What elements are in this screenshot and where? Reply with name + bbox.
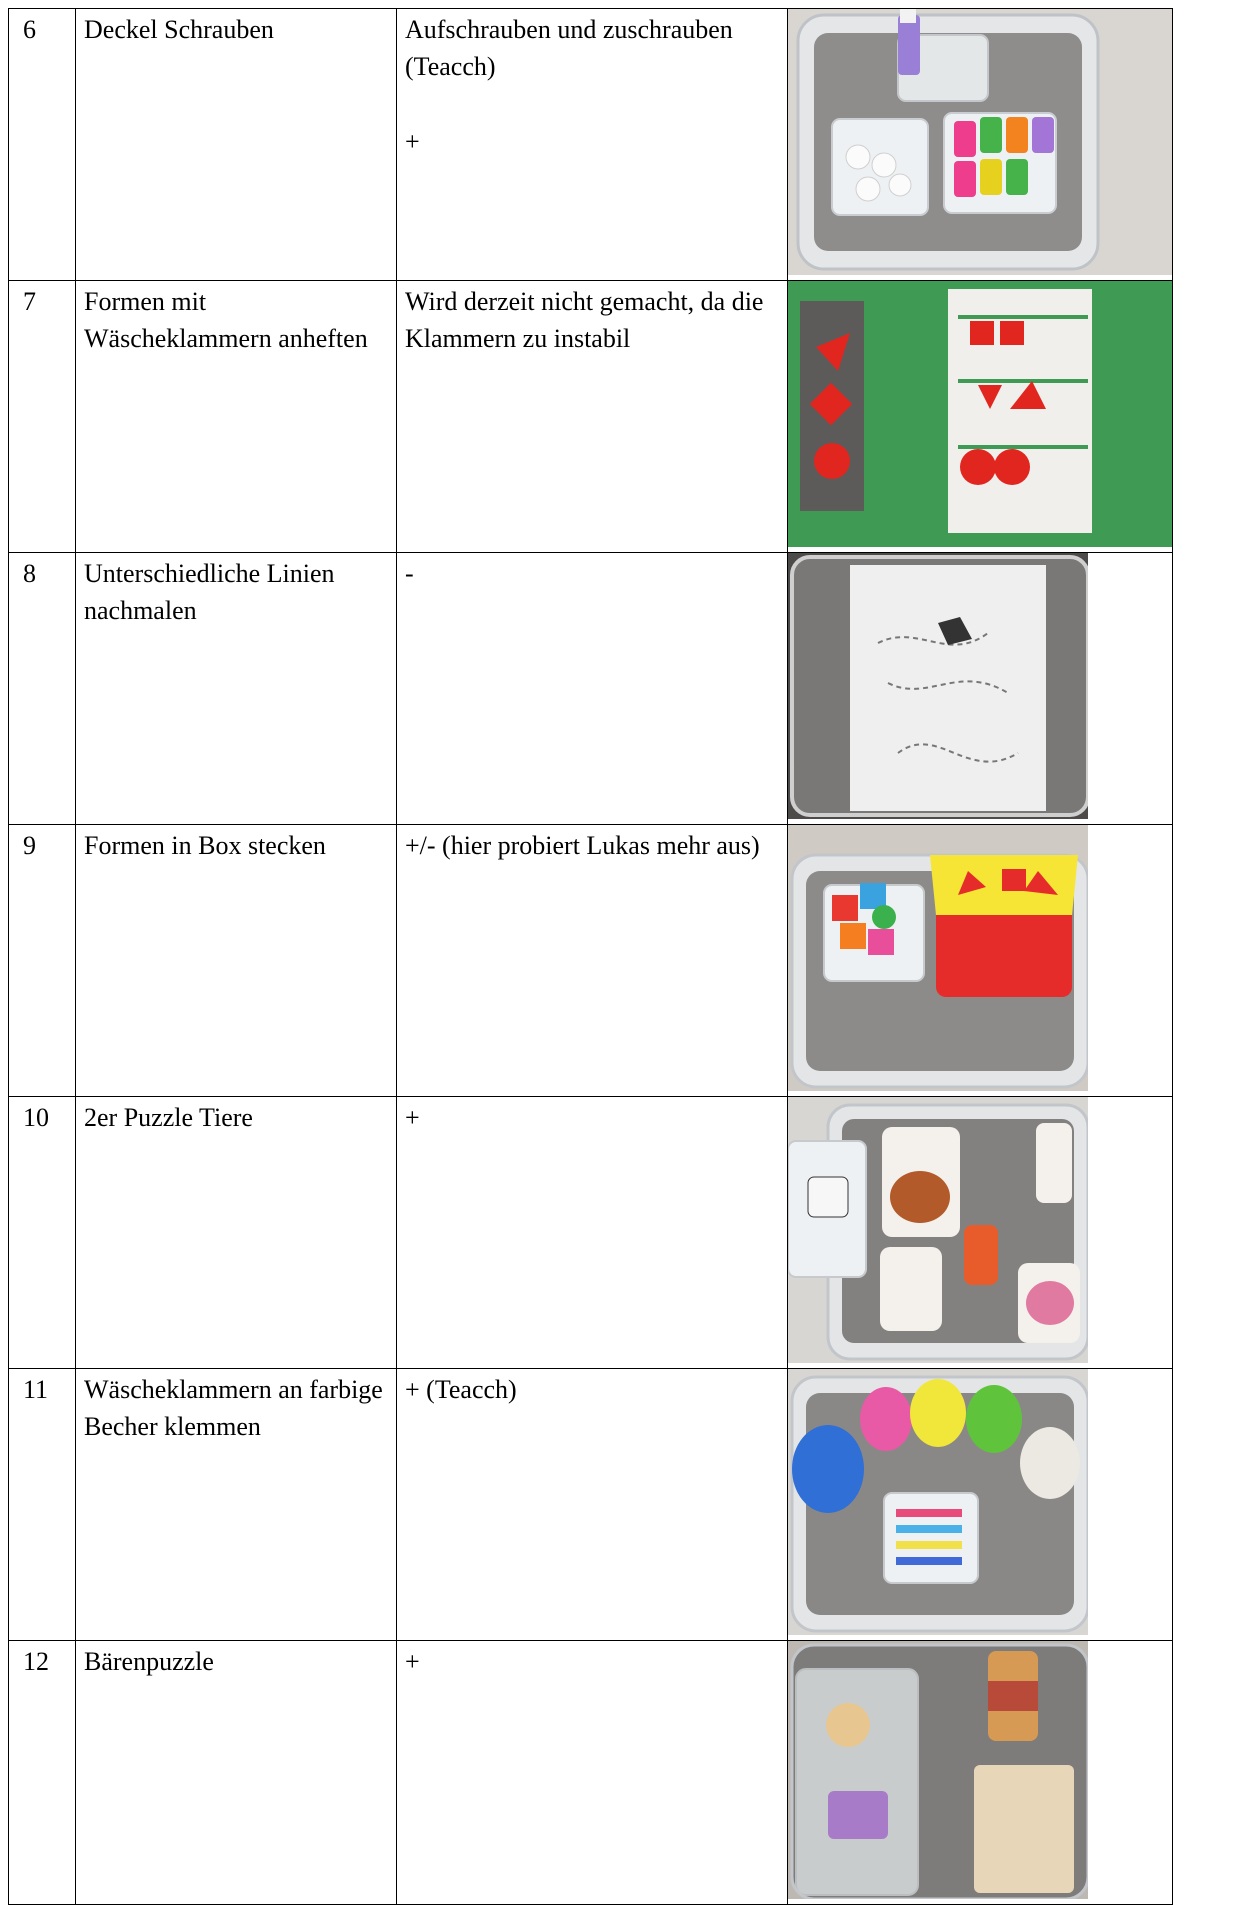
- task-name: 2er Puzzle Tiere: [84, 1103, 253, 1132]
- folder-with-shapes-and-clothespins-photo: [788, 281, 1172, 552]
- colored-cups-clothespins-photo: [788, 1369, 1172, 1640]
- shape-sorter-box-photo: [788, 825, 1172, 1096]
- task-name: Formen in Box stecken: [84, 831, 326, 860]
- tray-with-screw-caps-photo: [788, 9, 1172, 280]
- task-name: Deckel Schrauben: [84, 15, 274, 44]
- table-row: [9, 1369, 1173, 1641]
- row-number: 6: [23, 15, 36, 44]
- row-number: 12: [23, 1647, 49, 1676]
- evaluation-text: + (Teacch): [405, 1375, 517, 1404]
- task-name: Wäscheklammern an farbige Becher klemmen: [84, 1375, 383, 1441]
- evaluation-text: +/- (hier probiert Lukas mehr aus): [405, 831, 760, 860]
- task-name: Unterschiedliche Linien nachmalen: [84, 559, 335, 625]
- evaluation-text: Aufschrauben und zuschrauben (Teacch): [405, 15, 733, 81]
- animal-puzzle-photo: [788, 1097, 1172, 1368]
- table-row: [9, 281, 1173, 553]
- evaluation-text: -: [405, 559, 414, 588]
- bear-puzzle-photo: [788, 1641, 1172, 1904]
- evaluation-text: +: [405, 1647, 420, 1676]
- row-number: 10: [23, 1103, 49, 1132]
- table-row: [9, 825, 1173, 1097]
- activity-table: [8, 8, 1173, 1905]
- evaluation-text: +: [405, 1103, 420, 1132]
- tracing-worksheet-photo: [788, 553, 1172, 824]
- table-row: [9, 9, 1173, 281]
- task-name: Formen mit Wäscheklammern anheften: [84, 287, 368, 353]
- table-row: [9, 1097, 1173, 1369]
- table-row: [9, 553, 1173, 825]
- row-number: 7: [23, 287, 36, 316]
- evaluation-mark: +: [405, 127, 420, 156]
- table-row: [9, 1641, 1173, 1905]
- task-name: Bärenpuzzle: [84, 1647, 214, 1676]
- row-number: 11: [23, 1375, 49, 1404]
- evaluation-text: Wird derzeit nicht gemacht, da die Klammern zu instabil: [405, 287, 764, 353]
- row-number: 8: [23, 559, 36, 588]
- row-number: 9: [23, 831, 36, 860]
